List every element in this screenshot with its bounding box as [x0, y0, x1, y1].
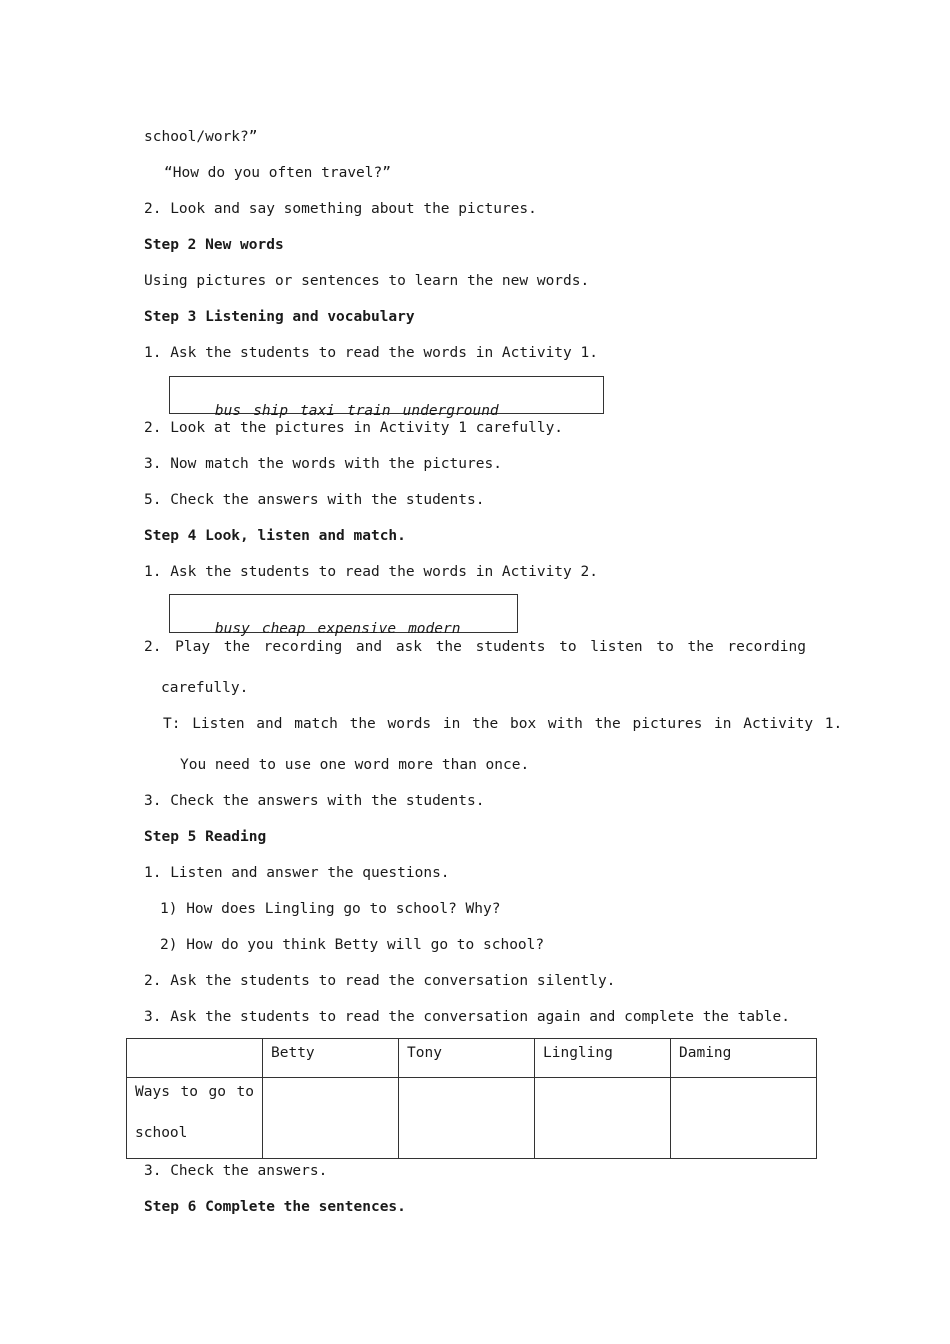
- text-line: 2. Ask the students to read the conversation silently.: [144, 973, 616, 989]
- step-heading: Step 2 New words: [144, 237, 284, 253]
- word: recording: [727, 639, 806, 655]
- row-label: Ways to go to school: [135, 1084, 254, 1141]
- word: listen: [590, 639, 643, 655]
- word-item: expensive: [317, 621, 397, 637]
- word: the: [223, 639, 250, 655]
- text-line: 3. Check the answers with the students.: [144, 793, 485, 809]
- word-item: cheap: [261, 621, 306, 637]
- word-item: bus: [214, 403, 242, 419]
- text-line: “How do you often travel?”: [164, 165, 391, 181]
- step-heading: Step 3 Listening and vocabulary: [144, 309, 415, 325]
- word-item: modern: [408, 621, 461, 637]
- table-cell: [535, 1078, 671, 1159]
- word-item: ship: [253, 403, 289, 419]
- step-heading: Step 6 Complete the sentences.: [144, 1199, 406, 1215]
- table-header-cell: Lingling: [535, 1039, 671, 1078]
- table-header-cell: Betty: [263, 1039, 399, 1078]
- text-line: 1) How does Lingling go to school? Why?: [160, 901, 501, 917]
- word-box-1: [169, 376, 604, 419]
- word-item: underground: [402, 403, 499, 419]
- text-line: T: Listen and match the words in the box with the pictures in Activity 1.: [163, 716, 843, 732]
- word-box-2: [169, 594, 518, 637]
- completion-table: [126, 1038, 817, 1159]
- text-line: 1. Ask the students to read the words in Activity 2.: [144, 564, 598, 580]
- word-item: taxi: [300, 403, 335, 419]
- text-line: 5. Check the answers with the students.: [144, 492, 485, 508]
- text-line: 3. Check the answers.: [144, 1163, 328, 1179]
- table-row: [127, 1078, 817, 1159]
- word: the: [687, 639, 714, 655]
- row-label-cell: [127, 1078, 263, 1159]
- text-line: Using pictures or sentences to learn the new words.: [144, 273, 590, 289]
- text-line: 3. Now match the words with the pictures.: [144, 456, 502, 472]
- word-item: busy: [214, 621, 250, 637]
- text-line: 2. Look and say something about the pictures.: [144, 201, 537, 217]
- text-line: You need to use one word more than once.: [180, 757, 530, 773]
- text-line: 1. Ask the students to read the words in Activity 1.: [144, 345, 598, 361]
- table-header-cell: Tony: [399, 1039, 535, 1078]
- word: Play: [175, 639, 211, 655]
- step-heading: Step 5 Reading: [144, 829, 267, 845]
- word: and: [355, 639, 383, 655]
- table-header-cell: Daming: [671, 1039, 817, 1078]
- text-line: carefully.: [161, 680, 249, 696]
- word: ask: [395, 639, 423, 655]
- word: 2.: [144, 639, 162, 655]
- table-cell: [399, 1078, 535, 1159]
- word: to: [559, 639, 577, 655]
- text-line: 2) How do you think Betty will go to school?: [160, 937, 545, 953]
- text-line: 1. Listen and answer the questions.: [144, 865, 450, 881]
- text-line: school/work?”: [144, 129, 258, 145]
- step-heading: Step 4 Look, listen and match.: [144, 528, 406, 544]
- justified-line: [144, 637, 806, 657]
- text-line: 2. Look at the pictures in Activity 1 carefully.: [144, 420, 564, 436]
- table-cell: [671, 1078, 817, 1159]
- table-cell: [263, 1078, 399, 1159]
- word: the: [435, 639, 462, 655]
- word-item: train: [346, 403, 391, 419]
- text-line: 3. Ask the students to read the conversation again and complete the table.: [144, 1009, 791, 1025]
- word: recording: [263, 639, 343, 655]
- word: to: [656, 639, 674, 655]
- word: students: [475, 639, 546, 655]
